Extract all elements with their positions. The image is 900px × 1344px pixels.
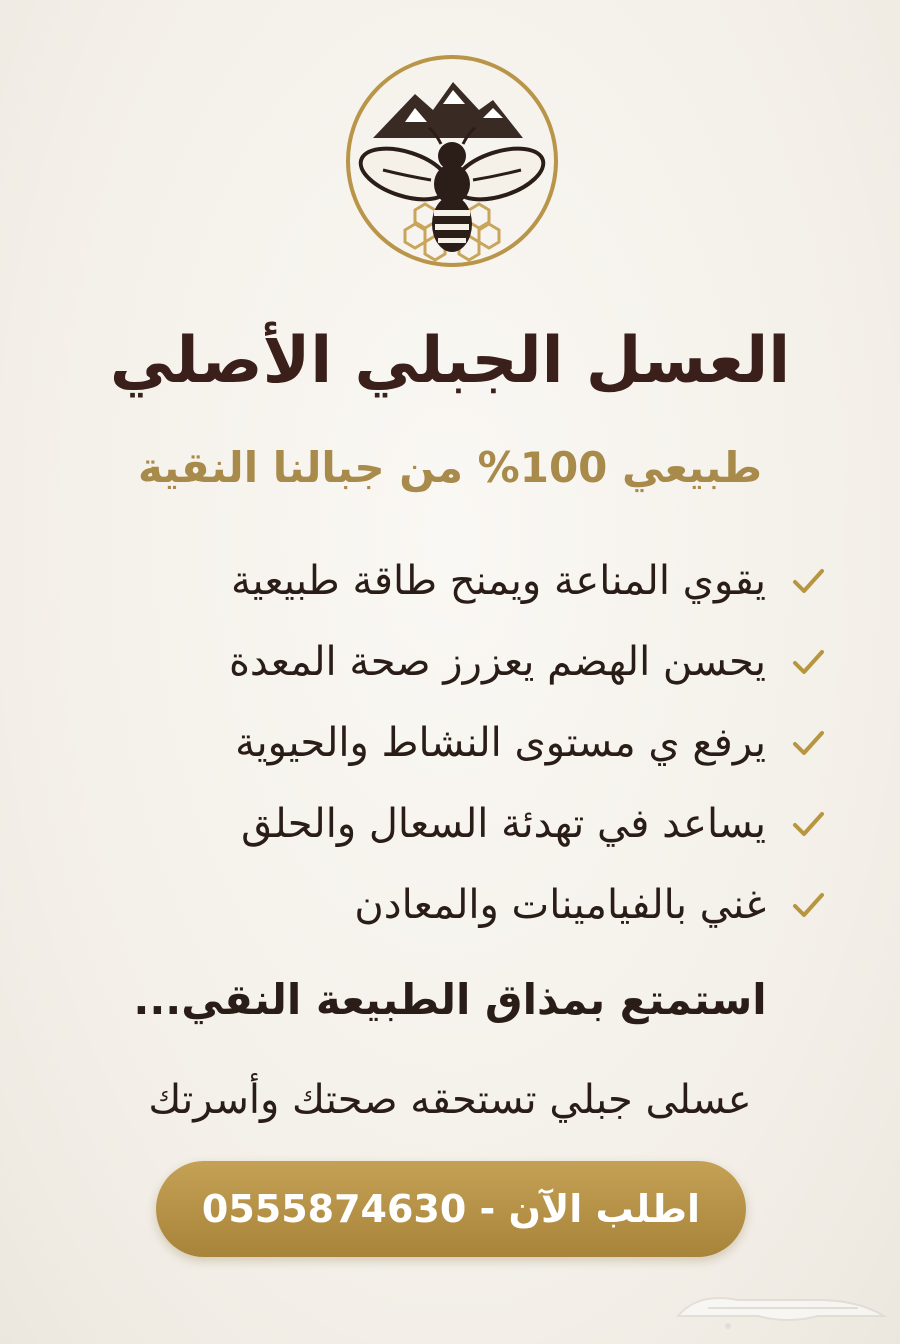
- feature-item: [70, 621, 830, 702]
- feature-item: [70, 540, 830, 621]
- feature-item: [70, 783, 830, 864]
- check-icon: [786, 802, 830, 846]
- feature-text: يرفع ي مستوى النشاط والحيوية: [235, 719, 766, 766]
- feature-item: [70, 864, 830, 945]
- check-icon: [786, 640, 830, 684]
- page-subtitle: طبيعي 100% من جبالنا النقية: [137, 443, 763, 492]
- feature-list: [70, 540, 830, 945]
- feature-text: غني بالفيامينات والمعادن: [354, 881, 766, 928]
- tagline: عسلى جبلي تستحقه صحتك وأسرتك: [148, 1077, 752, 1123]
- check-icon: [786, 559, 830, 603]
- haraj-watermark-icon: [668, 1282, 894, 1334]
- page-title: العسل الجبلي الأصلي: [109, 324, 791, 398]
- order-now-label: اطلب الآن - 0555874630: [201, 1187, 701, 1231]
- check-icon: [786, 721, 830, 765]
- bee-logo-icon: [343, 52, 561, 270]
- slogan: استمتع بمذاق الطبيعة النقي...: [133, 975, 767, 1024]
- order-now-button[interactable]: [156, 1161, 746, 1257]
- check-icon: [786, 883, 830, 927]
- feature-text: يقوي المناعة ويمنح طاقة طبيعية: [230, 557, 766, 604]
- feature-item: [70, 702, 830, 783]
- feature-text: يحسن الهضم يعزرز صحة المعدة: [228, 638, 766, 685]
- feature-text: يساعد في تهدئة السعال والحلق: [241, 800, 766, 847]
